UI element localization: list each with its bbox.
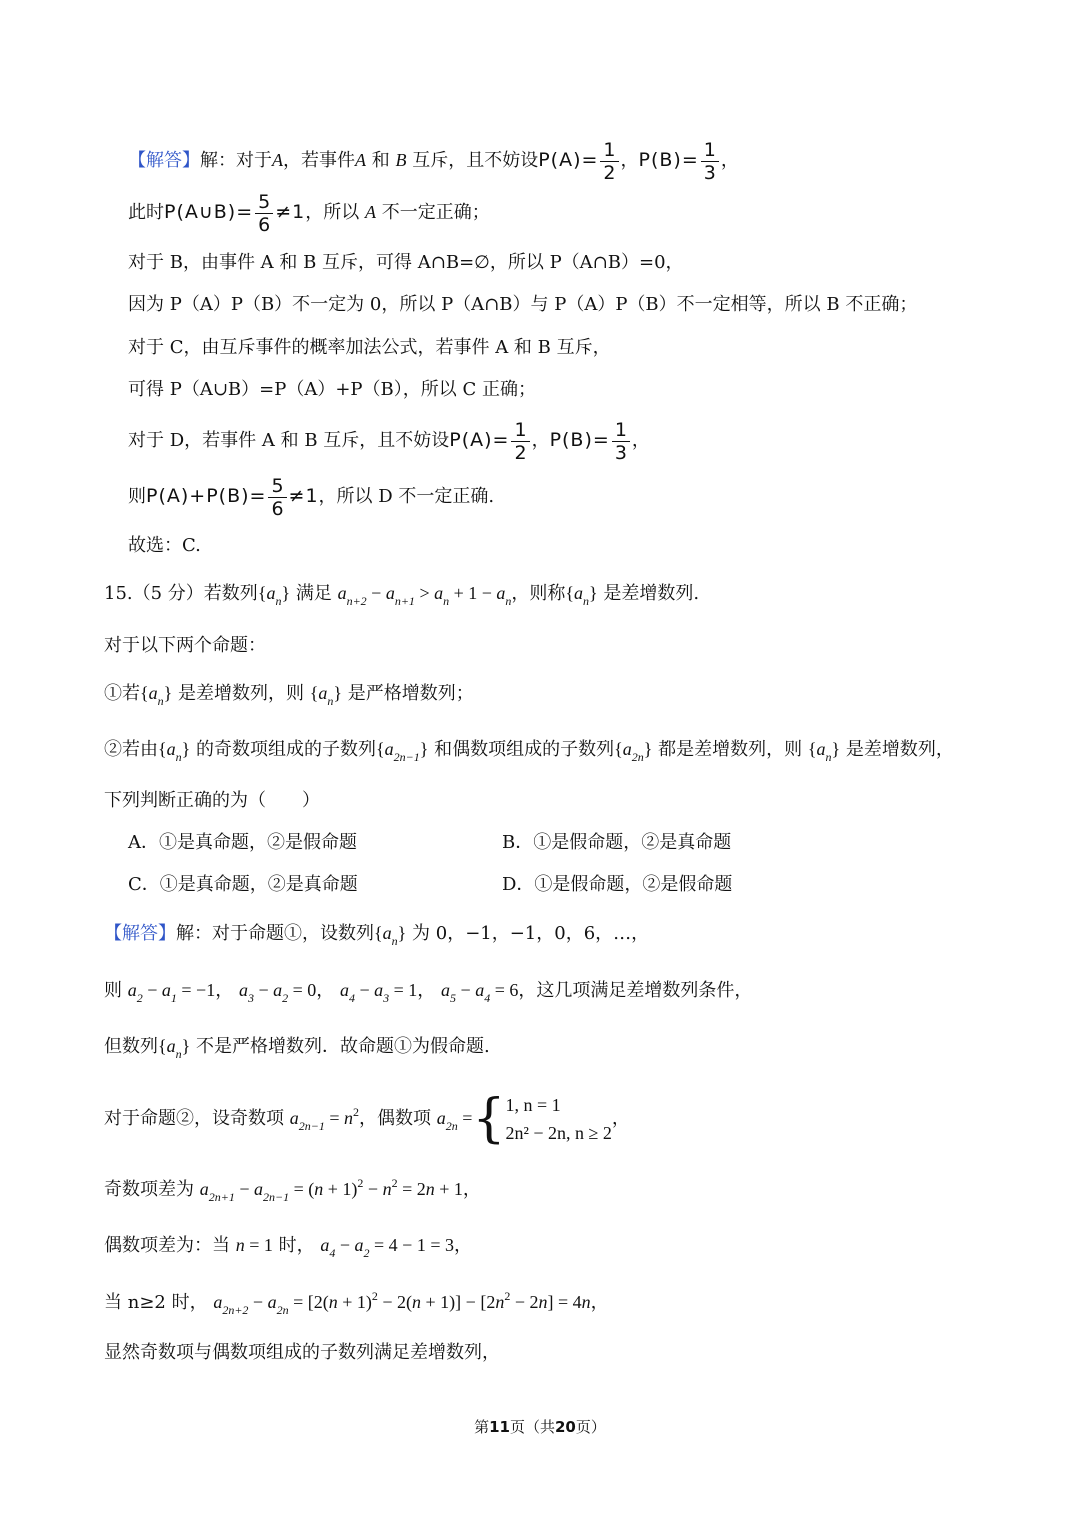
cases-brace: {	[472, 1089, 506, 1149]
answer14-line7: 对于 D，若事件 A 和 B 互斥，且不妨设P(A)= $\frac{1}{2}$ ，P(B)= $\frac{1}{3}$ ，	[128, 418, 650, 464]
answer15-line7: 当 n≥2 时， $a_{2n+2} - a_{2n} = [2(n + 1)^2 - 2(n + 1)] - [2n^2 - 2n] = 4n$，	[104, 1289, 609, 1317]
answer14-line2: 此时P(A∪B)= $\frac{5}{6}$ ≠1，所以 A 不一定正确；	[128, 190, 490, 236]
page-number: 11	[489, 1418, 510, 1436]
q15-stem: 15.（5 分）若数列$\{a_n\}$ 满足 $a_{n+2} - a_{n+1} > a_n + 1 - a_n$，则称$\{a_n\}$ 是差增数列.	[104, 583, 700, 608]
answer14-line1: 【解答】解：对于A，若事件A 和 B 互斥，且不妨设P(A)= $\frac{1}{2}$ ，P(B)= $\frac{1}{3}$ ，	[128, 138, 739, 184]
answer15-line1: 【解答】解：对于命题①，设数列$\{a_n\}$ 为 0，−1，−1，0，6，…，	[104, 923, 650, 948]
fraction-five-sixths: $\frac{5}{6}$	[268, 475, 286, 520]
fraction-one-half: $\frac{1}{2}$	[600, 139, 618, 184]
answer15-line4: 对于命题②，设奇数项 $a_{2n-1} = n^2$，偶数项 $a_{2n}$ ={ 1, n = 1 2n² − 2n, n ≥ 2 ，	[104, 1089, 630, 1149]
answer14-line5: 对于 C，由互斥事件的概率加法公式，若事件 A 和 B 互斥，	[128, 337, 611, 358]
answer15-line5: 奇数项差为 $a_{2n+1} - a_{2n-1} = (n + 1)^2 - n^2 = 2n + 1$，	[104, 1176, 481, 1204]
q15-proposition-1: ①若$\{a_n\}$ 是差增数列，则 $\{a_n\}$ 是严格增数列；	[104, 683, 474, 708]
q15-ask: 下列判断正确的为（ ）	[104, 790, 320, 811]
answer15-line6: 偶数项差为：当 n = 1 时， $a_4 - a_2 = 4 - 1 = 3$，	[104, 1235, 472, 1260]
answer15-line8: 显然奇数项与偶数项组成的子数列满足差增数列，	[104, 1342, 500, 1363]
answer14-conclusion: 故选：C.	[128, 535, 201, 556]
option-c: C．①是真命题，②是真命题	[128, 874, 358, 895]
fraction-one-half: $\frac{1}{2}$	[511, 419, 529, 464]
answer14-line8: 则P(A)+P(B)= $\frac{5}{6}$ ≠1，所以 D 不一定正确.	[128, 474, 495, 520]
page-footer: 第11页（共20页）	[474, 1418, 606, 1436]
answer15-line2: 则 $a_2 - a_1 = -1$， $a_3 - a_2 = 0$， $a_4 - a_3 = 1$， $a_5 - a_4 = 6$，这几项满足差增数列条件，	[104, 980, 753, 1005]
answer15-line3: 但数列$\{a_n\}$ 不是严格增数列．故命题①为假命题.	[104, 1036, 490, 1061]
piecewise-cases: 1, n = 1 2n² − 2n, n ≥ 2	[505, 1095, 612, 1143]
fraction-one-third: $\frac{1}{3}$	[612, 419, 630, 464]
answer14-line6: 可得 P（A∪B）=P（A）+P（B），所以 C 正确；	[128, 379, 536, 400]
answer14-line3: 对于 B，由事件 A 和 B 互斥，可得 A∩B=∅，所以 P（A∩B）=0，	[128, 252, 684, 273]
answer-tag: 【解答】	[104, 923, 176, 944]
page-total: 20	[555, 1418, 576, 1436]
answer14-line4: 因为 P（A）P（B）不一定为 0，所以 P（A∩B）与 P（A）P（B）不一定相等，所以 B 不正确；	[128, 294, 918, 315]
q15-proposition-2: ②若由$\{a_n\}$ 的奇数项组成的子数列$\{a_{2n-1}\}$ 和偶数项组成的子数列$\{a_{2n}\}$ 都是差增数列，则 $\{a_n\}$ 是差增数列，	[104, 739, 954, 764]
fraction-one-third: $\frac{1}{3}$	[701, 139, 719, 184]
fraction-five-sixths: $\frac{5}{6}$	[255, 191, 273, 236]
option-a: A．①是真命题，②是假命题	[128, 832, 357, 853]
option-d: D．①是假命题，②是假命题	[502, 874, 733, 895]
answer-tag: 【解答】	[128, 150, 200, 171]
option-b: B．①是假命题，②是真命题	[502, 832, 732, 853]
q15-intro: 对于以下两个命题：	[104, 635, 266, 656]
